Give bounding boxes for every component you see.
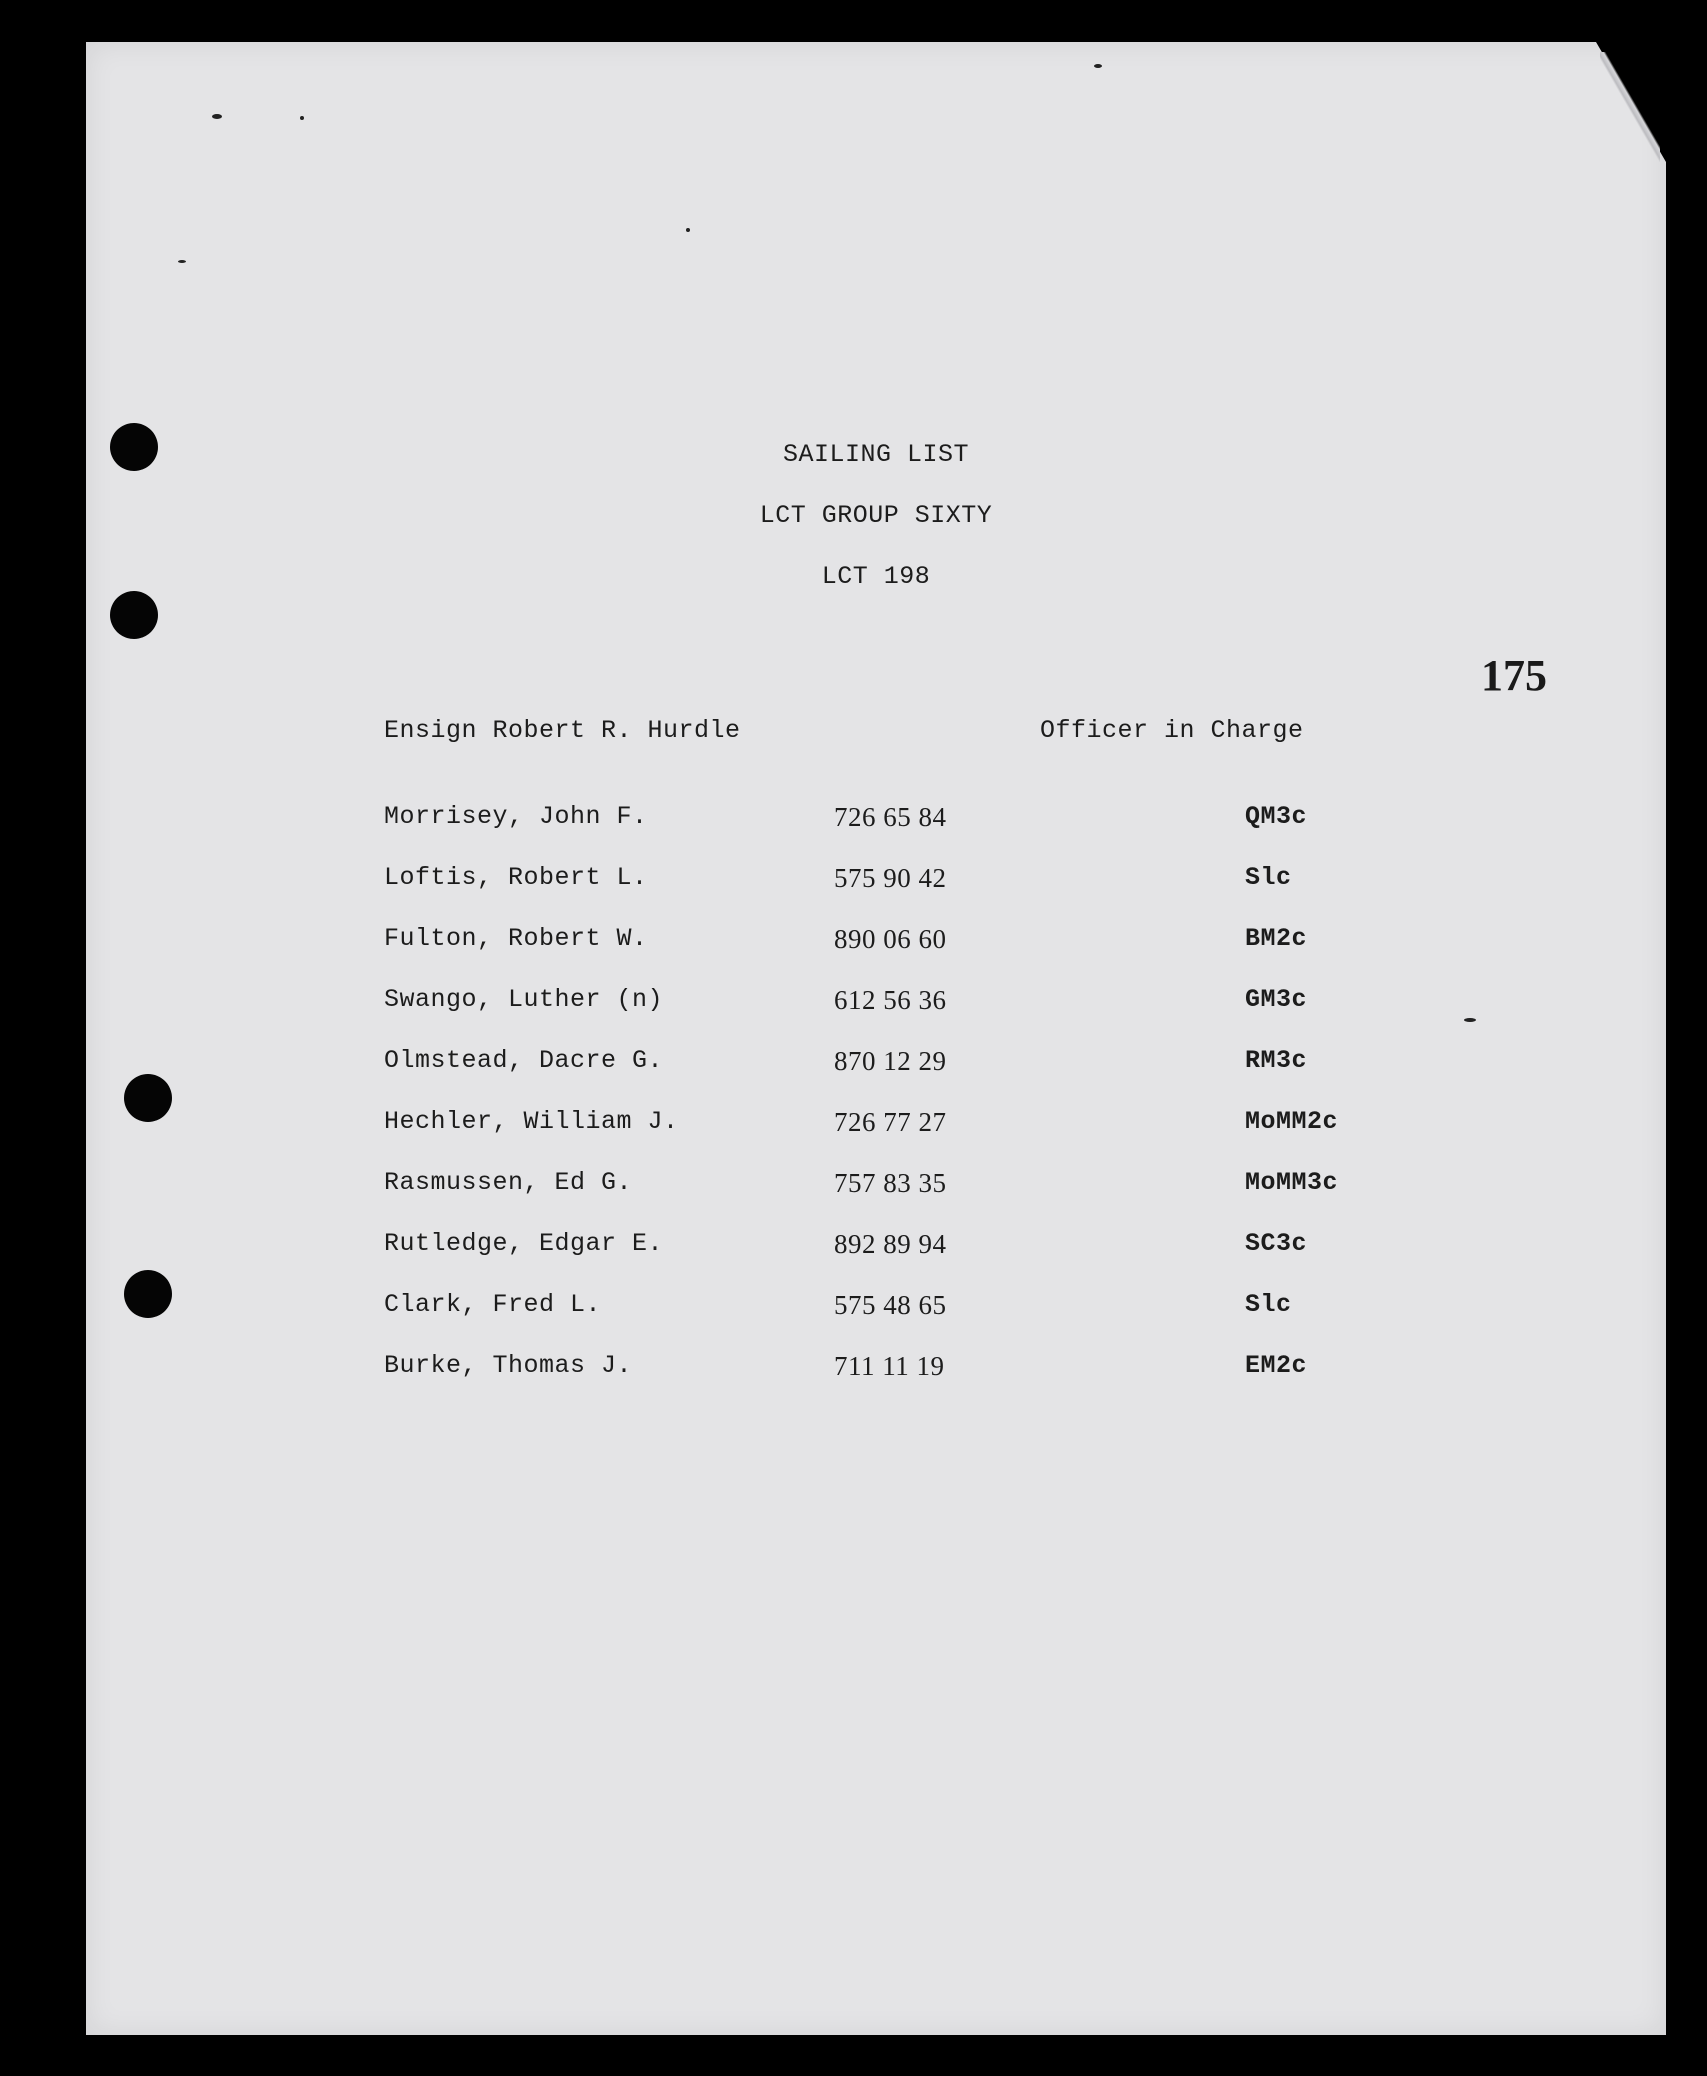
- crew-rate: QM3c: [1245, 802, 1308, 831]
- ink-speck: [178, 260, 186, 263]
- crew-rate: RM3c: [1245, 1046, 1308, 1075]
- crew-row: [86, 1290, 1666, 1330]
- crew-name: Hechler, William J.: [384, 1107, 679, 1136]
- crew-rate: MoMM2c: [1245, 1107, 1339, 1136]
- crew-rate: MoMM3c: [1245, 1168, 1339, 1197]
- crew-row: [86, 985, 1666, 1025]
- ink-speck: [212, 114, 222, 119]
- service-number: 890 06 60: [834, 924, 947, 954]
- crew-row: [86, 1107, 1666, 1147]
- vessel-heading: LCT 198: [821, 562, 931, 591]
- crew-name: Olmstead, Dacre G.: [384, 1046, 664, 1075]
- crew-rate: GM3c: [1245, 985, 1308, 1014]
- service-number: 575 90 42: [834, 863, 947, 893]
- ink-speck: [1094, 64, 1102, 68]
- service-number: 892 89 94: [834, 1229, 947, 1259]
- document-page: [86, 42, 1666, 2035]
- service-number: 757 83 35: [834, 1168, 947, 1198]
- crew-rate: Slc: [1245, 1290, 1292, 1319]
- folded-corner-crease: [1600, 52, 1660, 162]
- crew-name: Loftis, Robert L.: [384, 863, 648, 892]
- crew-name: Fulton, Robert W.: [384, 924, 648, 953]
- crew-name: Burke, Thomas J.: [384, 1351, 633, 1380]
- page-number: 175: [1481, 651, 1547, 700]
- crew-row: [86, 1351, 1666, 1391]
- ink-speck: [300, 116, 304, 120]
- service-number: 711 11 19: [834, 1351, 945, 1381]
- crew-rate: SC3c: [1245, 1229, 1308, 1258]
- crew-row: [86, 802, 1666, 842]
- crew-name: Rutledge, Edgar E.: [384, 1229, 664, 1258]
- crew-row: [86, 1046, 1666, 1086]
- officer-name: Ensign Robert R. Hurdle: [384, 716, 741, 745]
- crew-name: Swango, Luther (n): [384, 985, 664, 1014]
- service-number: 612 56 36: [834, 985, 947, 1015]
- service-number: 726 77 27: [834, 1107, 947, 1137]
- ink-speck: [686, 228, 690, 232]
- service-number: 870 12 29: [834, 1046, 947, 1076]
- crew-row: [86, 1229, 1666, 1269]
- service-number: 726 65 84: [834, 802, 947, 832]
- crew-name: Rasmussen, Ed G.: [384, 1168, 633, 1197]
- crew-row: [86, 1168, 1666, 1208]
- service-number: 575 48 65: [834, 1290, 947, 1320]
- crew-rate: EM2c: [1245, 1351, 1308, 1380]
- crew-rate: Slc: [1245, 863, 1292, 892]
- crew-row: [86, 924, 1666, 964]
- officer-role: Officer in Charge: [1040, 716, 1304, 745]
- group-heading: LCT GROUP SIXTY: [759, 501, 993, 530]
- document-title: SAILING LIST: [782, 440, 970, 469]
- crew-row: [86, 863, 1666, 903]
- crew-name: Clark, Fred L.: [384, 1290, 602, 1319]
- crew-rate: BM2c: [1245, 924, 1308, 953]
- binder-hole: [110, 591, 158, 639]
- crew-name: Morrisey, John F.: [384, 802, 648, 831]
